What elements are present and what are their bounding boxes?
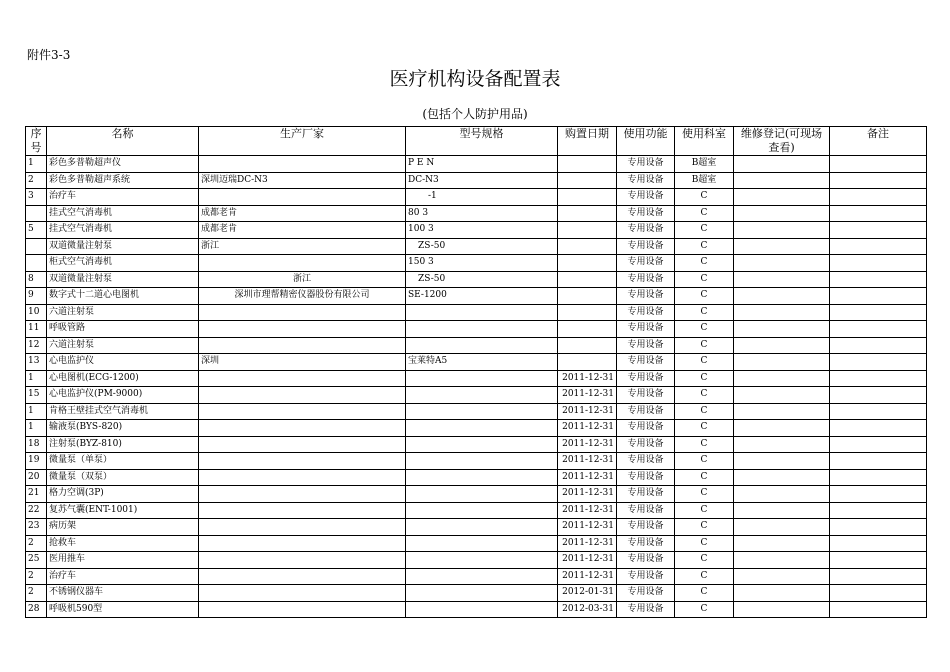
cell-note xyxy=(830,271,927,288)
cell-note xyxy=(830,420,927,437)
cell-model: ZS-50 xyxy=(406,271,558,288)
cell-seq: 1 xyxy=(26,403,47,420)
cell-function: 专用设备 xyxy=(617,387,675,404)
cell-department: C xyxy=(675,420,734,437)
cell-repair xyxy=(734,601,830,618)
cell-function: 专用设备 xyxy=(617,601,675,618)
table-row xyxy=(26,172,927,189)
cell-department: C xyxy=(675,568,734,585)
cell-maker: 浙江 xyxy=(199,271,406,288)
cell-date: 2012-01-31 xyxy=(558,585,617,602)
cell-function: 专用设备 xyxy=(617,271,675,288)
table-row xyxy=(26,453,927,470)
cell-note xyxy=(830,486,927,503)
table-row xyxy=(26,288,927,305)
cell-department: C xyxy=(675,552,734,569)
cell-note xyxy=(830,189,927,206)
cell-seq: 2 xyxy=(26,535,47,552)
cell-date: 2011-12-31 xyxy=(558,568,617,585)
cell-repair xyxy=(734,370,830,387)
table-row xyxy=(26,403,927,420)
table-row xyxy=(26,370,927,387)
cell-repair xyxy=(734,172,830,189)
cell-department: C xyxy=(675,469,734,486)
cell-note xyxy=(830,255,927,272)
cell-repair xyxy=(734,387,830,404)
table-row xyxy=(26,469,927,486)
cell-name: 不锈钢仪器车 xyxy=(47,585,199,602)
header-function: 使用功能 xyxy=(617,127,675,156)
table-row xyxy=(26,387,927,404)
cell-name: 格力空调(3P) xyxy=(47,486,199,503)
cell-model xyxy=(406,585,558,602)
cell-seq: 10 xyxy=(26,304,47,321)
cell-date: 2011-12-31 xyxy=(558,370,617,387)
header-seq: 序号 xyxy=(26,127,47,156)
cell-date xyxy=(558,321,617,338)
cell-note xyxy=(830,469,927,486)
cell-repair xyxy=(734,304,830,321)
table-row xyxy=(26,238,927,255)
cell-name: 微量泵（双泵） xyxy=(47,469,199,486)
table-row xyxy=(26,535,927,552)
cell-repair xyxy=(734,519,830,536)
cell-name: 肯格王壁挂式空气消毒机 xyxy=(47,403,199,420)
cell-name: 六道注射泵 xyxy=(47,304,199,321)
cell-model: 100 3 xyxy=(406,222,558,239)
header-maker: 生产厂家 xyxy=(199,127,406,156)
cell-department: C xyxy=(675,519,734,536)
table-row xyxy=(26,585,927,602)
cell-repair xyxy=(734,321,830,338)
cell-function: 专用设备 xyxy=(617,502,675,519)
cell-note xyxy=(830,552,927,569)
cell-maker xyxy=(199,585,406,602)
cell-model xyxy=(406,436,558,453)
cell-model xyxy=(406,502,558,519)
cell-date: 2011-12-31 xyxy=(558,436,617,453)
cell-repair xyxy=(734,255,830,272)
table-row xyxy=(26,552,927,569)
cell-maker xyxy=(199,486,406,503)
cell-department: C xyxy=(675,337,734,354)
cell-date xyxy=(558,354,617,371)
cell-department: C xyxy=(675,304,734,321)
cell-function: 专用设备 xyxy=(617,321,675,338)
cell-maker xyxy=(199,403,406,420)
table-body xyxy=(26,156,927,618)
header-model: 型号规格 xyxy=(406,127,558,156)
cell-name: 输液泵(BYS-820) xyxy=(47,420,199,437)
cell-name: 双道微量注射泵 xyxy=(47,271,199,288)
cell-maker xyxy=(199,535,406,552)
cell-date: 2011-12-31 xyxy=(558,552,617,569)
cell-maker xyxy=(199,387,406,404)
cell-date xyxy=(558,205,617,222)
cell-repair xyxy=(734,156,830,173)
cell-repair xyxy=(734,436,830,453)
cell-model xyxy=(406,403,558,420)
cell-name: 呼吸管路 xyxy=(47,321,199,338)
cell-model xyxy=(406,601,558,618)
cell-repair xyxy=(734,337,830,354)
cell-name: 复苏气囊(ENT-1001) xyxy=(47,502,199,519)
cell-model xyxy=(406,453,558,470)
cell-function: 专用设备 xyxy=(617,436,675,453)
cell-repair xyxy=(734,403,830,420)
cell-maker xyxy=(199,337,406,354)
cell-department: C xyxy=(675,354,734,371)
cell-repair xyxy=(734,502,830,519)
cell-seq xyxy=(26,255,47,272)
cell-repair xyxy=(734,420,830,437)
cell-function: 专用设备 xyxy=(617,354,675,371)
cell-maker: 深圳迈瑞DC-N3 xyxy=(199,172,406,189)
cell-department: C xyxy=(675,255,734,272)
cell-date: 2011-12-31 xyxy=(558,420,617,437)
header-row xyxy=(26,127,927,156)
cell-model xyxy=(406,387,558,404)
cell-seq: 13 xyxy=(26,354,47,371)
cell-name: 挂式空气消毒机 xyxy=(47,205,199,222)
cell-date: 2012-03-31 xyxy=(558,601,617,618)
header-date: 购置日期 xyxy=(558,127,617,156)
cell-seq xyxy=(26,205,47,222)
cell-model: 80 3 xyxy=(406,205,558,222)
cell-date: 2011-12-31 xyxy=(558,502,617,519)
table-row xyxy=(26,601,927,618)
cell-seq: 20 xyxy=(26,469,47,486)
cell-department: C xyxy=(675,370,734,387)
cell-name: 治疗车 xyxy=(47,189,199,206)
cell-maker xyxy=(199,156,406,173)
cell-date: 2011-12-31 xyxy=(558,469,617,486)
cell-note xyxy=(830,387,927,404)
cell-name: 数字式十二道心电图机 xyxy=(47,288,199,305)
cell-note xyxy=(830,304,927,321)
table-row xyxy=(26,420,927,437)
cell-note xyxy=(830,535,927,552)
cell-model xyxy=(406,420,558,437)
cell-maker xyxy=(199,370,406,387)
cell-department: C xyxy=(675,453,734,470)
cell-seq: 15 xyxy=(26,387,47,404)
cell-date: 2011-12-31 xyxy=(558,486,617,503)
cell-model: -1 xyxy=(406,189,558,206)
cell-date xyxy=(558,255,617,272)
cell-date xyxy=(558,189,617,206)
cell-maker: 深圳市理帮精密仪器股份有限公司 xyxy=(199,288,406,305)
cell-function: 专用设备 xyxy=(617,337,675,354)
cell-model xyxy=(406,370,558,387)
table-row xyxy=(26,156,927,173)
cell-name: 医用推车 xyxy=(47,552,199,569)
cell-repair xyxy=(734,453,830,470)
cell-seq: 9 xyxy=(26,288,47,305)
cell-function: 专用设备 xyxy=(617,238,675,255)
cell-model: 宝莱特A5 xyxy=(406,354,558,371)
cell-note xyxy=(830,519,927,536)
cell-department: C xyxy=(675,436,734,453)
cell-name: 微量泵（单泵） xyxy=(47,453,199,470)
cell-department: C xyxy=(675,535,734,552)
cell-model xyxy=(406,337,558,354)
cell-seq: 2 xyxy=(26,568,47,585)
cell-department: C xyxy=(675,288,734,305)
cell-note xyxy=(830,568,927,585)
document-title: 医疗机构设备配置表 xyxy=(389,68,561,90)
cell-seq: 1 xyxy=(26,156,47,173)
cell-name: 挂式空气消毒机 xyxy=(47,222,199,239)
cell-repair xyxy=(734,189,830,206)
cell-date: 2011-12-31 xyxy=(558,453,617,470)
cell-date xyxy=(558,304,617,321)
table-row xyxy=(26,486,927,503)
table-row xyxy=(26,222,927,239)
cell-seq: 19 xyxy=(26,453,47,470)
cell-repair xyxy=(734,271,830,288)
cell-department: B超室 xyxy=(675,156,734,173)
cell-maker xyxy=(199,469,406,486)
cell-department: C xyxy=(675,585,734,602)
cell-seq xyxy=(26,238,47,255)
cell-maker xyxy=(199,436,406,453)
cell-maker xyxy=(199,601,406,618)
cell-seq: 23 xyxy=(26,519,47,536)
cell-date: 2011-12-31 xyxy=(558,387,617,404)
cell-seq: 3 xyxy=(26,189,47,206)
header-repair: 维修登记(可现场查看) xyxy=(734,127,830,156)
table-row xyxy=(26,189,927,206)
cell-model xyxy=(406,552,558,569)
cell-seq: 22 xyxy=(26,502,47,519)
table-row xyxy=(26,304,927,321)
table-row xyxy=(26,519,927,536)
cell-department: C xyxy=(675,502,734,519)
cell-department: C xyxy=(675,189,734,206)
cell-note xyxy=(830,502,927,519)
cell-note xyxy=(830,321,927,338)
cell-seq: 2 xyxy=(26,172,47,189)
cell-model xyxy=(406,568,558,585)
cell-maker xyxy=(199,420,406,437)
cell-note xyxy=(830,238,927,255)
cell-name: 治疗车 xyxy=(47,568,199,585)
cell-maker xyxy=(199,568,406,585)
table-row xyxy=(26,502,927,519)
cell-note xyxy=(830,354,927,371)
cell-maker xyxy=(199,321,406,338)
cell-note xyxy=(830,205,927,222)
cell-seq: 1 xyxy=(26,370,47,387)
cell-note xyxy=(830,436,927,453)
cell-seq: 18 xyxy=(26,436,47,453)
cell-name: 病历架 xyxy=(47,519,199,536)
cell-name: 心电监护仪(PM-9000) xyxy=(47,387,199,404)
cell-maker: 深圳 xyxy=(199,354,406,371)
cell-note xyxy=(830,172,927,189)
cell-model: DC-N3 xyxy=(406,172,558,189)
cell-maker: 成都老肯 xyxy=(199,222,406,239)
header-note: 备注 xyxy=(830,127,927,156)
cell-function: 专用设备 xyxy=(617,486,675,503)
cell-repair xyxy=(734,568,830,585)
cell-department: C xyxy=(675,601,734,618)
cell-function: 专用设备 xyxy=(617,255,675,272)
cell-maker xyxy=(199,519,406,536)
cell-function: 专用设备 xyxy=(617,156,675,173)
cell-department: C xyxy=(675,486,734,503)
cell-maker xyxy=(199,189,406,206)
cell-function: 专用设备 xyxy=(617,420,675,437)
cell-seq: 8 xyxy=(26,271,47,288)
cell-maker xyxy=(199,552,406,569)
cell-function: 专用设备 xyxy=(617,403,675,420)
cell-seq: 1 xyxy=(26,420,47,437)
cell-model xyxy=(406,535,558,552)
cell-note xyxy=(830,288,927,305)
cell-function: 专用设备 xyxy=(617,453,675,470)
cell-date xyxy=(558,288,617,305)
cell-seq: 21 xyxy=(26,486,47,503)
cell-function: 专用设备 xyxy=(617,172,675,189)
cell-maker xyxy=(199,453,406,470)
cell-repair xyxy=(734,222,830,239)
cell-name: 心电监护仪 xyxy=(47,354,199,371)
cell-model xyxy=(406,519,558,536)
cell-name: 六道注射泵 xyxy=(47,337,199,354)
table-row xyxy=(26,321,927,338)
cell-function: 专用设备 xyxy=(617,288,675,305)
cell-repair xyxy=(734,585,830,602)
cell-repair xyxy=(734,552,830,569)
table-row xyxy=(26,436,927,453)
cell-function: 专用设备 xyxy=(617,535,675,552)
cell-department: C xyxy=(675,222,734,239)
cell-date xyxy=(558,156,617,173)
cell-seq: 11 xyxy=(26,321,47,338)
cell-date xyxy=(558,271,617,288)
cell-name: 呼吸机590型 xyxy=(47,601,199,618)
cell-date xyxy=(558,172,617,189)
document-subtitle: (包括个人防护用品) xyxy=(422,107,528,121)
cell-note xyxy=(830,403,927,420)
cell-seq: 25 xyxy=(26,552,47,569)
cell-repair xyxy=(734,205,830,222)
table-row xyxy=(26,354,927,371)
cell-repair xyxy=(734,469,830,486)
cell-name: 彩色多普勒超声系统 xyxy=(47,172,199,189)
cell-maker: 浙江 xyxy=(199,238,406,255)
attachment-label: 附件3-3 xyxy=(27,48,71,62)
cell-department: B超室 xyxy=(675,172,734,189)
cell-name: 注射泵(BYZ-810) xyxy=(47,436,199,453)
cell-date: 2011-12-31 xyxy=(558,535,617,552)
cell-date xyxy=(558,222,617,239)
header-department: 使用科室 xyxy=(675,127,734,156)
cell-maker xyxy=(199,502,406,519)
cell-model xyxy=(406,304,558,321)
cell-model: ZS-50 xyxy=(406,238,558,255)
cell-note xyxy=(830,585,927,602)
cell-name: 彩色多普勒超声仪 xyxy=(47,156,199,173)
table-row xyxy=(26,568,927,585)
cell-note xyxy=(830,601,927,618)
cell-function: 专用设备 xyxy=(617,552,675,569)
cell-department: C xyxy=(675,205,734,222)
cell-note xyxy=(830,156,927,173)
cell-seq: 12 xyxy=(26,337,47,354)
cell-model xyxy=(406,469,558,486)
cell-seq: 5 xyxy=(26,222,47,239)
cell-function: 专用设备 xyxy=(617,189,675,206)
cell-repair xyxy=(734,486,830,503)
cell-repair xyxy=(734,354,830,371)
table-row xyxy=(26,271,927,288)
cell-seq: 28 xyxy=(26,601,47,618)
cell-seq: 2 xyxy=(26,585,47,602)
cell-repair xyxy=(734,288,830,305)
cell-note xyxy=(830,370,927,387)
cell-maker: 成都老肯 xyxy=(199,205,406,222)
cell-note xyxy=(830,453,927,470)
cell-model: SE-1200 xyxy=(406,288,558,305)
cell-function: 专用设备 xyxy=(617,568,675,585)
cell-note xyxy=(830,337,927,354)
cell-function: 专用设备 xyxy=(617,469,675,486)
cell-maker xyxy=(199,304,406,321)
cell-note xyxy=(830,222,927,239)
cell-function: 专用设备 xyxy=(617,222,675,239)
cell-name: 抢救车 xyxy=(47,535,199,552)
cell-function: 专用设备 xyxy=(617,304,675,321)
cell-model: P E N xyxy=(406,156,558,173)
header-name: 名称 xyxy=(47,127,199,156)
cell-repair xyxy=(734,238,830,255)
cell-model: 150 3 xyxy=(406,255,558,272)
table-row xyxy=(26,255,927,272)
cell-function: 专用设备 xyxy=(617,370,675,387)
cell-date: 2011-12-31 xyxy=(558,403,617,420)
equipment-table xyxy=(25,126,927,618)
cell-name: 心电图机(ECG-1200) xyxy=(47,370,199,387)
cell-name: 双道微量注射泵 xyxy=(47,238,199,255)
cell-function: 专用设备 xyxy=(617,585,675,602)
table-row xyxy=(26,337,927,354)
cell-date xyxy=(558,238,617,255)
cell-date xyxy=(558,337,617,354)
cell-function: 专用设备 xyxy=(617,205,675,222)
cell-maker xyxy=(199,255,406,272)
cell-name: 柜式空气消毒机 xyxy=(47,255,199,272)
cell-department: C xyxy=(675,403,734,420)
cell-date: 2011-12-31 xyxy=(558,519,617,536)
cell-repair xyxy=(734,535,830,552)
cell-function: 专用设备 xyxy=(617,519,675,536)
cell-model xyxy=(406,486,558,503)
cell-department: C xyxy=(675,321,734,338)
cell-model xyxy=(406,321,558,338)
table-row xyxy=(26,205,927,222)
cell-department: C xyxy=(675,387,734,404)
cell-department: C xyxy=(675,238,734,255)
cell-department: C xyxy=(675,271,734,288)
